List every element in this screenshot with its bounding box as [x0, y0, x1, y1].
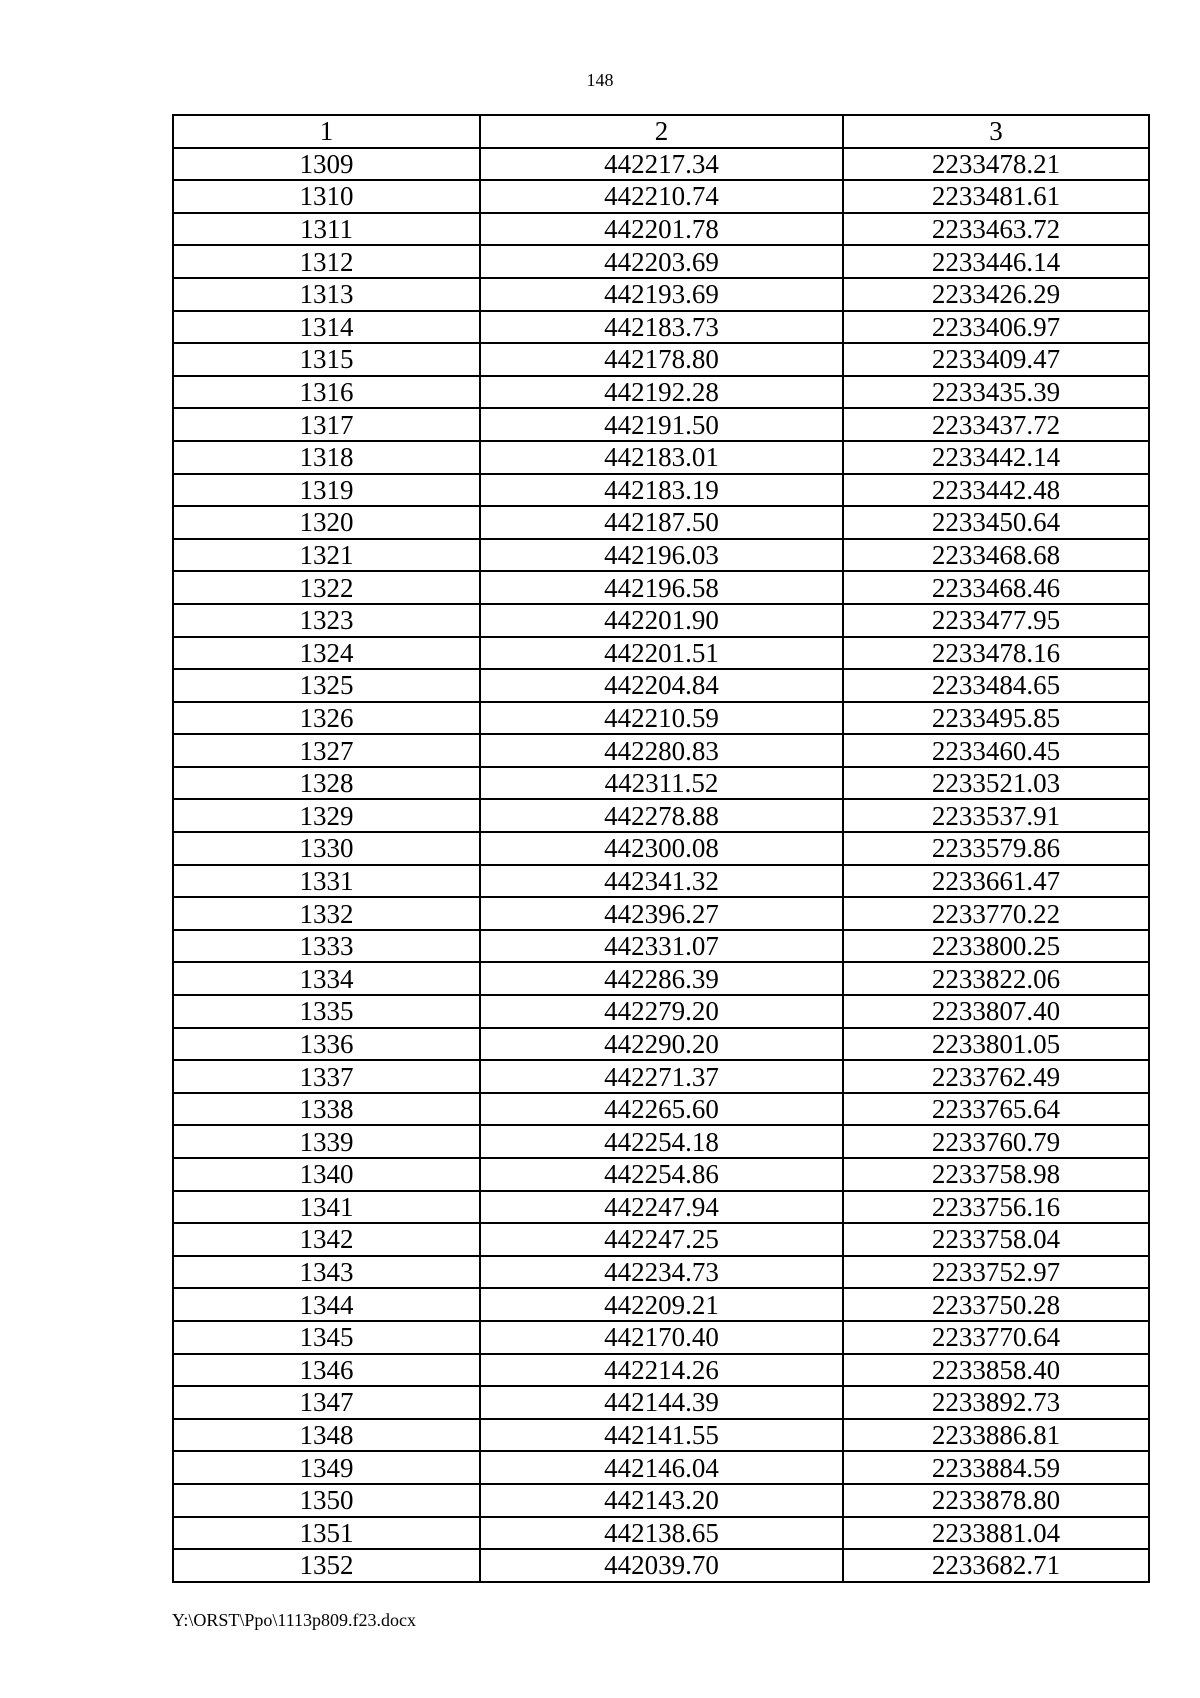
point-number-cell: 1326	[173, 702, 480, 735]
point-number-cell: 1332	[173, 897, 480, 930]
point-number-cell: 1343	[173, 1256, 480, 1289]
y-coordinate-cell: 2233800.25	[843, 930, 1149, 963]
y-coordinate-cell: 2233468.68	[843, 539, 1149, 572]
point-number-cell: 1323	[173, 604, 480, 637]
x-coordinate-cell: 442183.19	[480, 474, 843, 507]
x-coordinate-cell: 442143.20	[480, 1484, 843, 1517]
x-coordinate-cell: 442196.03	[480, 539, 843, 572]
table-row	[173, 311, 1149, 344]
point-number-cell: 1339	[173, 1125, 480, 1158]
y-coordinate-cell: 2233495.85	[843, 702, 1149, 735]
coordinates-table	[172, 114, 1150, 1583]
table-row	[173, 1517, 1149, 1550]
y-coordinate-cell: 2233750.28	[843, 1288, 1149, 1321]
point-number-cell: 1337	[173, 1060, 480, 1093]
x-coordinate-cell: 442341.32	[480, 865, 843, 898]
point-number-cell: 1341	[173, 1191, 480, 1224]
point-number-cell: 1334	[173, 962, 480, 995]
y-coordinate-cell: 2233442.48	[843, 474, 1149, 507]
x-coordinate-cell: 442192.28	[480, 376, 843, 409]
x-coordinate-cell: 442203.69	[480, 245, 843, 278]
footer-file-path: Y:\ORST\Ppo\1113p809.f23.docx	[172, 1610, 417, 1630]
y-coordinate-cell: 2233682.71	[843, 1549, 1149, 1582]
y-coordinate-cell: 2233437.72	[843, 408, 1149, 441]
point-number-cell: 1345	[173, 1321, 480, 1354]
y-coordinate-cell: 2233521.03	[843, 767, 1149, 800]
point-number-cell: 1325	[173, 669, 480, 702]
x-coordinate-cell: 442146.04	[480, 1451, 843, 1484]
point-number-cell: 1309	[173, 148, 480, 181]
table-row	[173, 1321, 1149, 1354]
table-row	[173, 1288, 1149, 1321]
y-coordinate-cell: 2233765.64	[843, 1093, 1149, 1126]
y-coordinate-cell: 2233426.29	[843, 278, 1149, 311]
y-coordinate-cell: 2233758.98	[843, 1158, 1149, 1191]
x-coordinate-cell: 442191.50	[480, 408, 843, 441]
table-row	[173, 637, 1149, 670]
point-number-cell: 1331	[173, 865, 480, 898]
x-coordinate-cell: 442254.18	[480, 1125, 843, 1158]
table-row	[173, 604, 1149, 637]
point-number-cell: 1344	[173, 1288, 480, 1321]
table-row	[173, 865, 1149, 898]
table-row	[173, 1191, 1149, 1224]
x-coordinate-cell: 442183.01	[480, 441, 843, 474]
point-number-cell: 1321	[173, 539, 480, 572]
point-number-cell: 1319	[173, 474, 480, 507]
x-coordinate-cell: 442247.94	[480, 1191, 843, 1224]
table-body	[173, 148, 1149, 1582]
x-coordinate-cell: 442201.90	[480, 604, 843, 637]
y-coordinate-cell: 2233760.79	[843, 1125, 1149, 1158]
y-coordinate-cell: 2233460.45	[843, 734, 1149, 767]
x-coordinate-cell: 442278.88	[480, 799, 843, 832]
y-coordinate-cell: 2233807.40	[843, 995, 1149, 1028]
table-row	[173, 1419, 1149, 1452]
x-coordinate-cell: 442280.83	[480, 734, 843, 767]
y-coordinate-cell: 2233463.72	[843, 213, 1149, 246]
point-number-cell: 1335	[173, 995, 480, 1028]
table-row	[173, 213, 1149, 246]
x-coordinate-cell: 442279.20	[480, 995, 843, 1028]
table-row	[173, 1060, 1149, 1093]
x-coordinate-cell: 442141.55	[480, 1419, 843, 1452]
x-coordinate-cell: 442300.08	[480, 832, 843, 865]
table-row	[173, 245, 1149, 278]
table-row	[173, 1451, 1149, 1484]
point-number-cell: 1338	[173, 1093, 480, 1126]
table-row	[173, 669, 1149, 702]
x-coordinate-cell: 442204.84	[480, 669, 843, 702]
y-coordinate-cell: 2233442.14	[843, 441, 1149, 474]
x-coordinate-cell: 442193.69	[480, 278, 843, 311]
x-coordinate-cell: 442254.86	[480, 1158, 843, 1191]
y-coordinate-cell: 2233661.47	[843, 865, 1149, 898]
x-coordinate-cell: 442234.73	[480, 1256, 843, 1289]
y-coordinate-cell: 2233770.22	[843, 897, 1149, 930]
point-number-cell: 1349	[173, 1451, 480, 1484]
table-row	[173, 1125, 1149, 1158]
table-row	[173, 441, 1149, 474]
point-number-cell: 1351	[173, 1517, 480, 1550]
y-coordinate-cell: 2233450.64	[843, 506, 1149, 539]
x-coordinate-cell: 442311.52	[480, 767, 843, 800]
x-coordinate-cell: 442214.26	[480, 1354, 843, 1387]
table-row	[173, 539, 1149, 572]
table-row	[173, 571, 1149, 604]
point-number-cell: 1348	[173, 1419, 480, 1452]
y-coordinate-cell: 2233435.39	[843, 376, 1149, 409]
point-number-cell: 1330	[173, 832, 480, 865]
table-row	[173, 832, 1149, 865]
x-coordinate-cell: 442187.50	[480, 506, 843, 539]
point-number-cell: 1314	[173, 311, 480, 344]
table-row	[173, 1549, 1149, 1582]
x-coordinate-cell: 442290.20	[480, 1028, 843, 1061]
table-row	[173, 474, 1149, 507]
x-coordinate-cell: 442178.80	[480, 343, 843, 376]
column-header-2: 2	[480, 115, 843, 148]
point-number-cell: 1352	[173, 1549, 480, 1582]
table-row	[173, 1484, 1149, 1517]
table-row	[173, 799, 1149, 832]
x-coordinate-cell: 442201.78	[480, 213, 843, 246]
x-coordinate-cell: 442138.65	[480, 1517, 843, 1550]
x-coordinate-cell: 442286.39	[480, 962, 843, 995]
point-number-cell: 1350	[173, 1484, 480, 1517]
point-number-cell: 1317	[173, 408, 480, 441]
table-row	[173, 1354, 1149, 1387]
table-row	[173, 767, 1149, 800]
table-row	[173, 734, 1149, 767]
y-coordinate-cell: 2233537.91	[843, 799, 1149, 832]
point-number-cell: 1322	[173, 571, 480, 604]
point-number-cell: 1320	[173, 506, 480, 539]
y-coordinate-cell: 2233477.95	[843, 604, 1149, 637]
table-row	[173, 408, 1149, 441]
x-coordinate-cell: 442265.60	[480, 1093, 843, 1126]
page-number: 148	[586, 70, 614, 90]
x-coordinate-cell: 442271.37	[480, 1060, 843, 1093]
x-coordinate-cell: 442196.58	[480, 571, 843, 604]
point-number-cell: 1333	[173, 930, 480, 963]
y-coordinate-cell: 2233478.21	[843, 148, 1149, 181]
y-coordinate-cell: 2233406.97	[843, 311, 1149, 344]
y-coordinate-cell: 2233881.04	[843, 1517, 1149, 1550]
point-number-cell: 1342	[173, 1223, 480, 1256]
table-row	[173, 376, 1149, 409]
point-number-cell: 1310	[173, 180, 480, 213]
y-coordinate-cell: 2233801.05	[843, 1028, 1149, 1061]
x-coordinate-cell: 442210.74	[480, 180, 843, 213]
table-row	[173, 1028, 1149, 1061]
y-coordinate-cell: 2233762.49	[843, 1060, 1149, 1093]
table-row	[173, 1386, 1149, 1419]
point-number-cell: 1347	[173, 1386, 480, 1419]
table-row	[173, 962, 1149, 995]
table-row	[173, 506, 1149, 539]
y-coordinate-cell: 2233886.81	[843, 1419, 1149, 1452]
table-row	[173, 1223, 1149, 1256]
point-number-cell: 1311	[173, 213, 480, 246]
point-number-cell: 1340	[173, 1158, 480, 1191]
y-coordinate-cell: 2233892.73	[843, 1386, 1149, 1419]
y-coordinate-cell: 2233884.59	[843, 1451, 1149, 1484]
point-number-cell: 1315	[173, 343, 480, 376]
y-coordinate-cell: 2233446.14	[843, 245, 1149, 278]
y-coordinate-cell: 2233822.06	[843, 962, 1149, 995]
x-coordinate-cell: 442144.39	[480, 1386, 843, 1419]
x-coordinate-cell: 442170.40	[480, 1321, 843, 1354]
table-row	[173, 278, 1149, 311]
table-row	[173, 702, 1149, 735]
column-header-3: 3	[843, 115, 1149, 148]
y-coordinate-cell: 2233409.47	[843, 343, 1149, 376]
table-row	[173, 343, 1149, 376]
y-coordinate-cell: 2233481.61	[843, 180, 1149, 213]
table-header-row	[173, 115, 1149, 148]
point-number-cell: 1336	[173, 1028, 480, 1061]
point-number-cell: 1327	[173, 734, 480, 767]
x-coordinate-cell: 442201.51	[480, 637, 843, 670]
column-header-1: 1	[173, 115, 480, 148]
point-number-cell: 1313	[173, 278, 480, 311]
x-coordinate-cell: 442039.70	[480, 1549, 843, 1582]
table-row	[173, 148, 1149, 181]
y-coordinate-cell: 2233758.04	[843, 1223, 1149, 1256]
y-coordinate-cell: 2233468.46	[843, 571, 1149, 604]
x-coordinate-cell: 442209.21	[480, 1288, 843, 1321]
x-coordinate-cell: 442331.07	[480, 930, 843, 963]
point-number-cell: 1324	[173, 637, 480, 670]
point-number-cell: 1316	[173, 376, 480, 409]
point-number-cell: 1312	[173, 245, 480, 278]
table-row	[173, 180, 1149, 213]
y-coordinate-cell: 2233858.40	[843, 1354, 1149, 1387]
y-coordinate-cell: 2233756.16	[843, 1191, 1149, 1224]
point-number-cell: 1328	[173, 767, 480, 800]
y-coordinate-cell: 2233878.80	[843, 1484, 1149, 1517]
y-coordinate-cell: 2233484.65	[843, 669, 1149, 702]
y-coordinate-cell: 2233579.86	[843, 832, 1149, 865]
table-row	[173, 1256, 1149, 1289]
x-coordinate-cell: 442210.59	[480, 702, 843, 735]
x-coordinate-cell: 442217.34	[480, 148, 843, 181]
y-coordinate-cell: 2233770.64	[843, 1321, 1149, 1354]
x-coordinate-cell: 442396.27	[480, 897, 843, 930]
table-row	[173, 1093, 1149, 1126]
table-row	[173, 897, 1149, 930]
table-row	[173, 1158, 1149, 1191]
x-coordinate-cell: 442247.25	[480, 1223, 843, 1256]
table-row	[173, 995, 1149, 1028]
point-number-cell: 1318	[173, 441, 480, 474]
y-coordinate-cell: 2233478.16	[843, 637, 1149, 670]
y-coordinate-cell: 2233752.97	[843, 1256, 1149, 1289]
point-number-cell: 1346	[173, 1354, 480, 1387]
point-number-cell: 1329	[173, 799, 480, 832]
x-coordinate-cell: 442183.73	[480, 311, 843, 344]
table-row	[173, 930, 1149, 963]
